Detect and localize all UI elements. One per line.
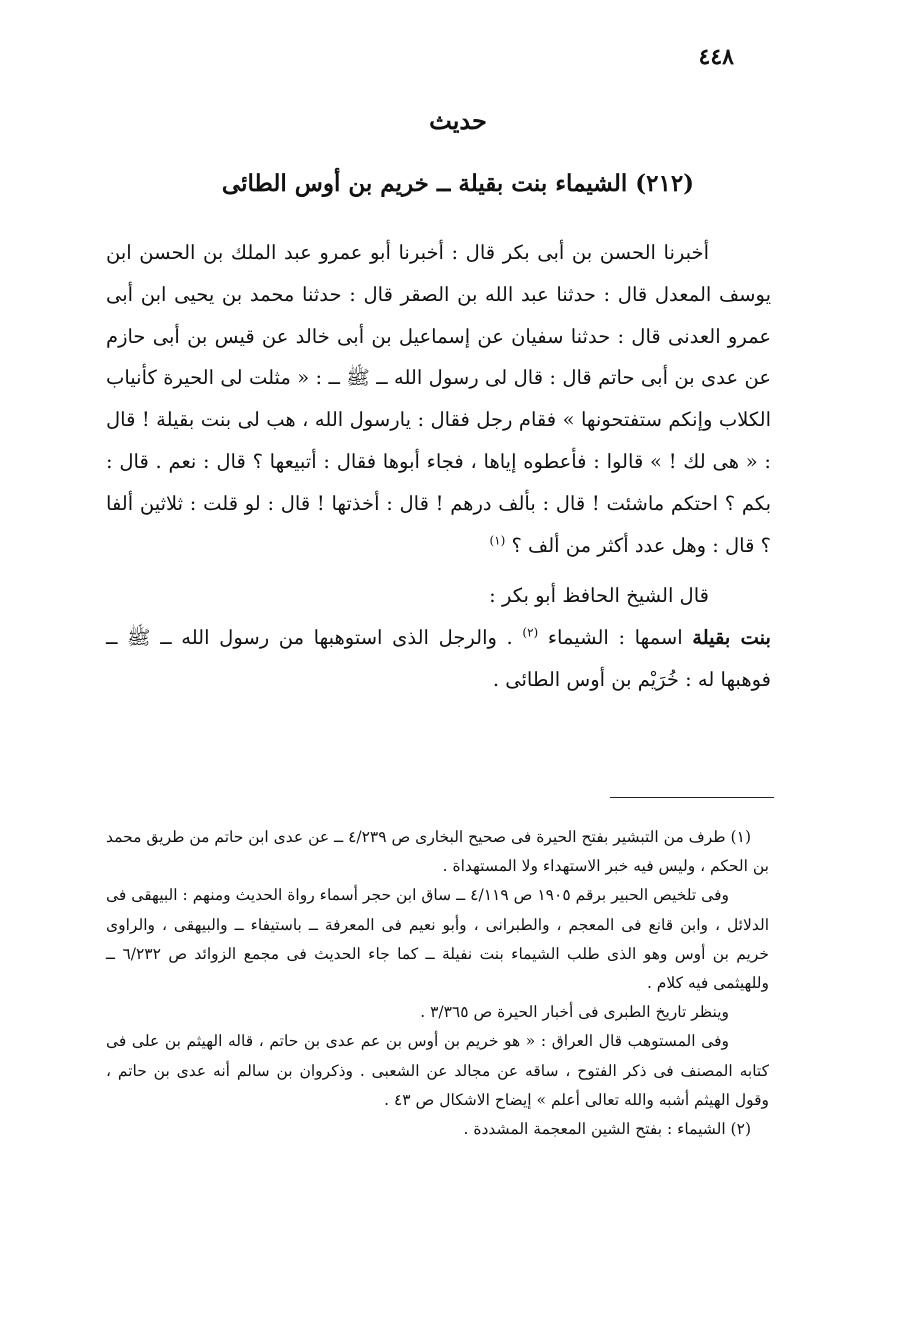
commentary-paragraph	[106, 617, 771, 701]
footnote-ref-1: (١)	[489, 533, 506, 548]
section-title: حديث	[429, 106, 487, 135]
footnote-1-part-3: وينظر تاريخ الطبرى فى أخبار الحيرة ص ٣/٣٦٥ .	[420, 1003, 729, 1022]
footnote-1-part-2: وفى تلخيص الحبير برقم ١٩٠٥ ص ٤/١١٩ ــ ساق ابن حجر أسماء رواة الحديث ومنهم : البيهقى فى الدلائل ، وابن قانع فى المعجم ، والطبرانى ، وأبو نعيم فى المعرفة ــ باستيفاء ــ والبيهقى ، والراوى خريم بن أوس وهو الذى طلب الشيماء بنت نفيلة ــ كما جاء الحديث فى مجمع الزوائد ص ٦/٢٣٢ ــ وللهيثمى فيه كلام .	[106, 886, 769, 993]
commentary-text-a: اسمها : الشيماء	[538, 626, 693, 650]
footnote-1-part-1: (١) طرف من التبشير بفتح الحيرة فى صحيح البخارى ص ٤/٢٣٩ ــ عن عدى ابن حاتم من طريق محمد بن الحكم ، وليس فيه خبر الاستهداء ولا المستهداة .	[106, 828, 769, 876]
main-text	[106, 232, 771, 701]
footnote-ref-2: (٢)	[522, 625, 539, 640]
footnotes	[106, 823, 769, 1144]
hadith-paragraph	[106, 232, 771, 566]
chapter-heading: (٢١٢) الشيماء بنت بقيلة ــ خريم بن أوس الطائى	[221, 170, 695, 197]
footnote-1-part-4: وفى المستوهب قال العراق : « هو خريم بن أوس بن عم عدى بن حاتم ، قاله الهيثم بن على فى كتابه المصنف فى ذكر الفتوح ، ساقه عن مجالد عن الشعبى . وذكروان بن سالم أنه عدى بن حاتم ، وقول الهيثم أشبه والله تعالى أعلم » إيضاح الاشكال ص ٤٣ .	[106, 1032, 769, 1109]
page-number: ٤٤٨	[698, 44, 734, 70]
footnote-2: (٢) الشيماء : بفتح الشين المعجمة المشددة .	[463, 1120, 751, 1139]
commentary-bold-term: بنت بقيلة	[692, 626, 771, 650]
hadith-text: أخبرنا الحسن بن أبى بكر قال : أخبرنا أبو عمرو عبد الملك بن الحسن ابن يوسف المعدل قال : حدثنا عبد الله بن الصقر قال : حدثنا محمد بن يحيى ابن أبى عمرو العدنى قال : حدثنا سفيان عن إسماعيل بن أبى خالد عن قيس بن أبى حازم عن عدى بن أبى حاتم قال : قال لى رسول الله ــ ﷺ ــ : « مثلت لى الحيرة كأنياب الكلاب وإنكم ستفتحونها » فقام رجل فقال : يارسول الله ، هب لى بنت بقيلة ! قال : « هى لك ! » قالوا : فأعطوه إياها ، فجاء أبوها فقال : أتبيعها ؟ قال : نعم . قال : بكم ؟ احتكم ماشئت ! قال : بألف درهم ! قال : أخذتها ! قال : لو قلت : ثلاثين ألفا ؟ قال : وهل عدد أكثر من ألف ؟	[106, 241, 771, 557]
footnote-divider	[610, 797, 774, 798]
commentary-intro: قال الشيخ الحافظ أبو بكر :	[489, 584, 709, 608]
commentary-text-b: . والرجل الذى استوهبها من رسول الله ــ ﷺ ــ فوهبها له : خُرَيْم بن أوس الطائى .	[106, 626, 771, 691]
